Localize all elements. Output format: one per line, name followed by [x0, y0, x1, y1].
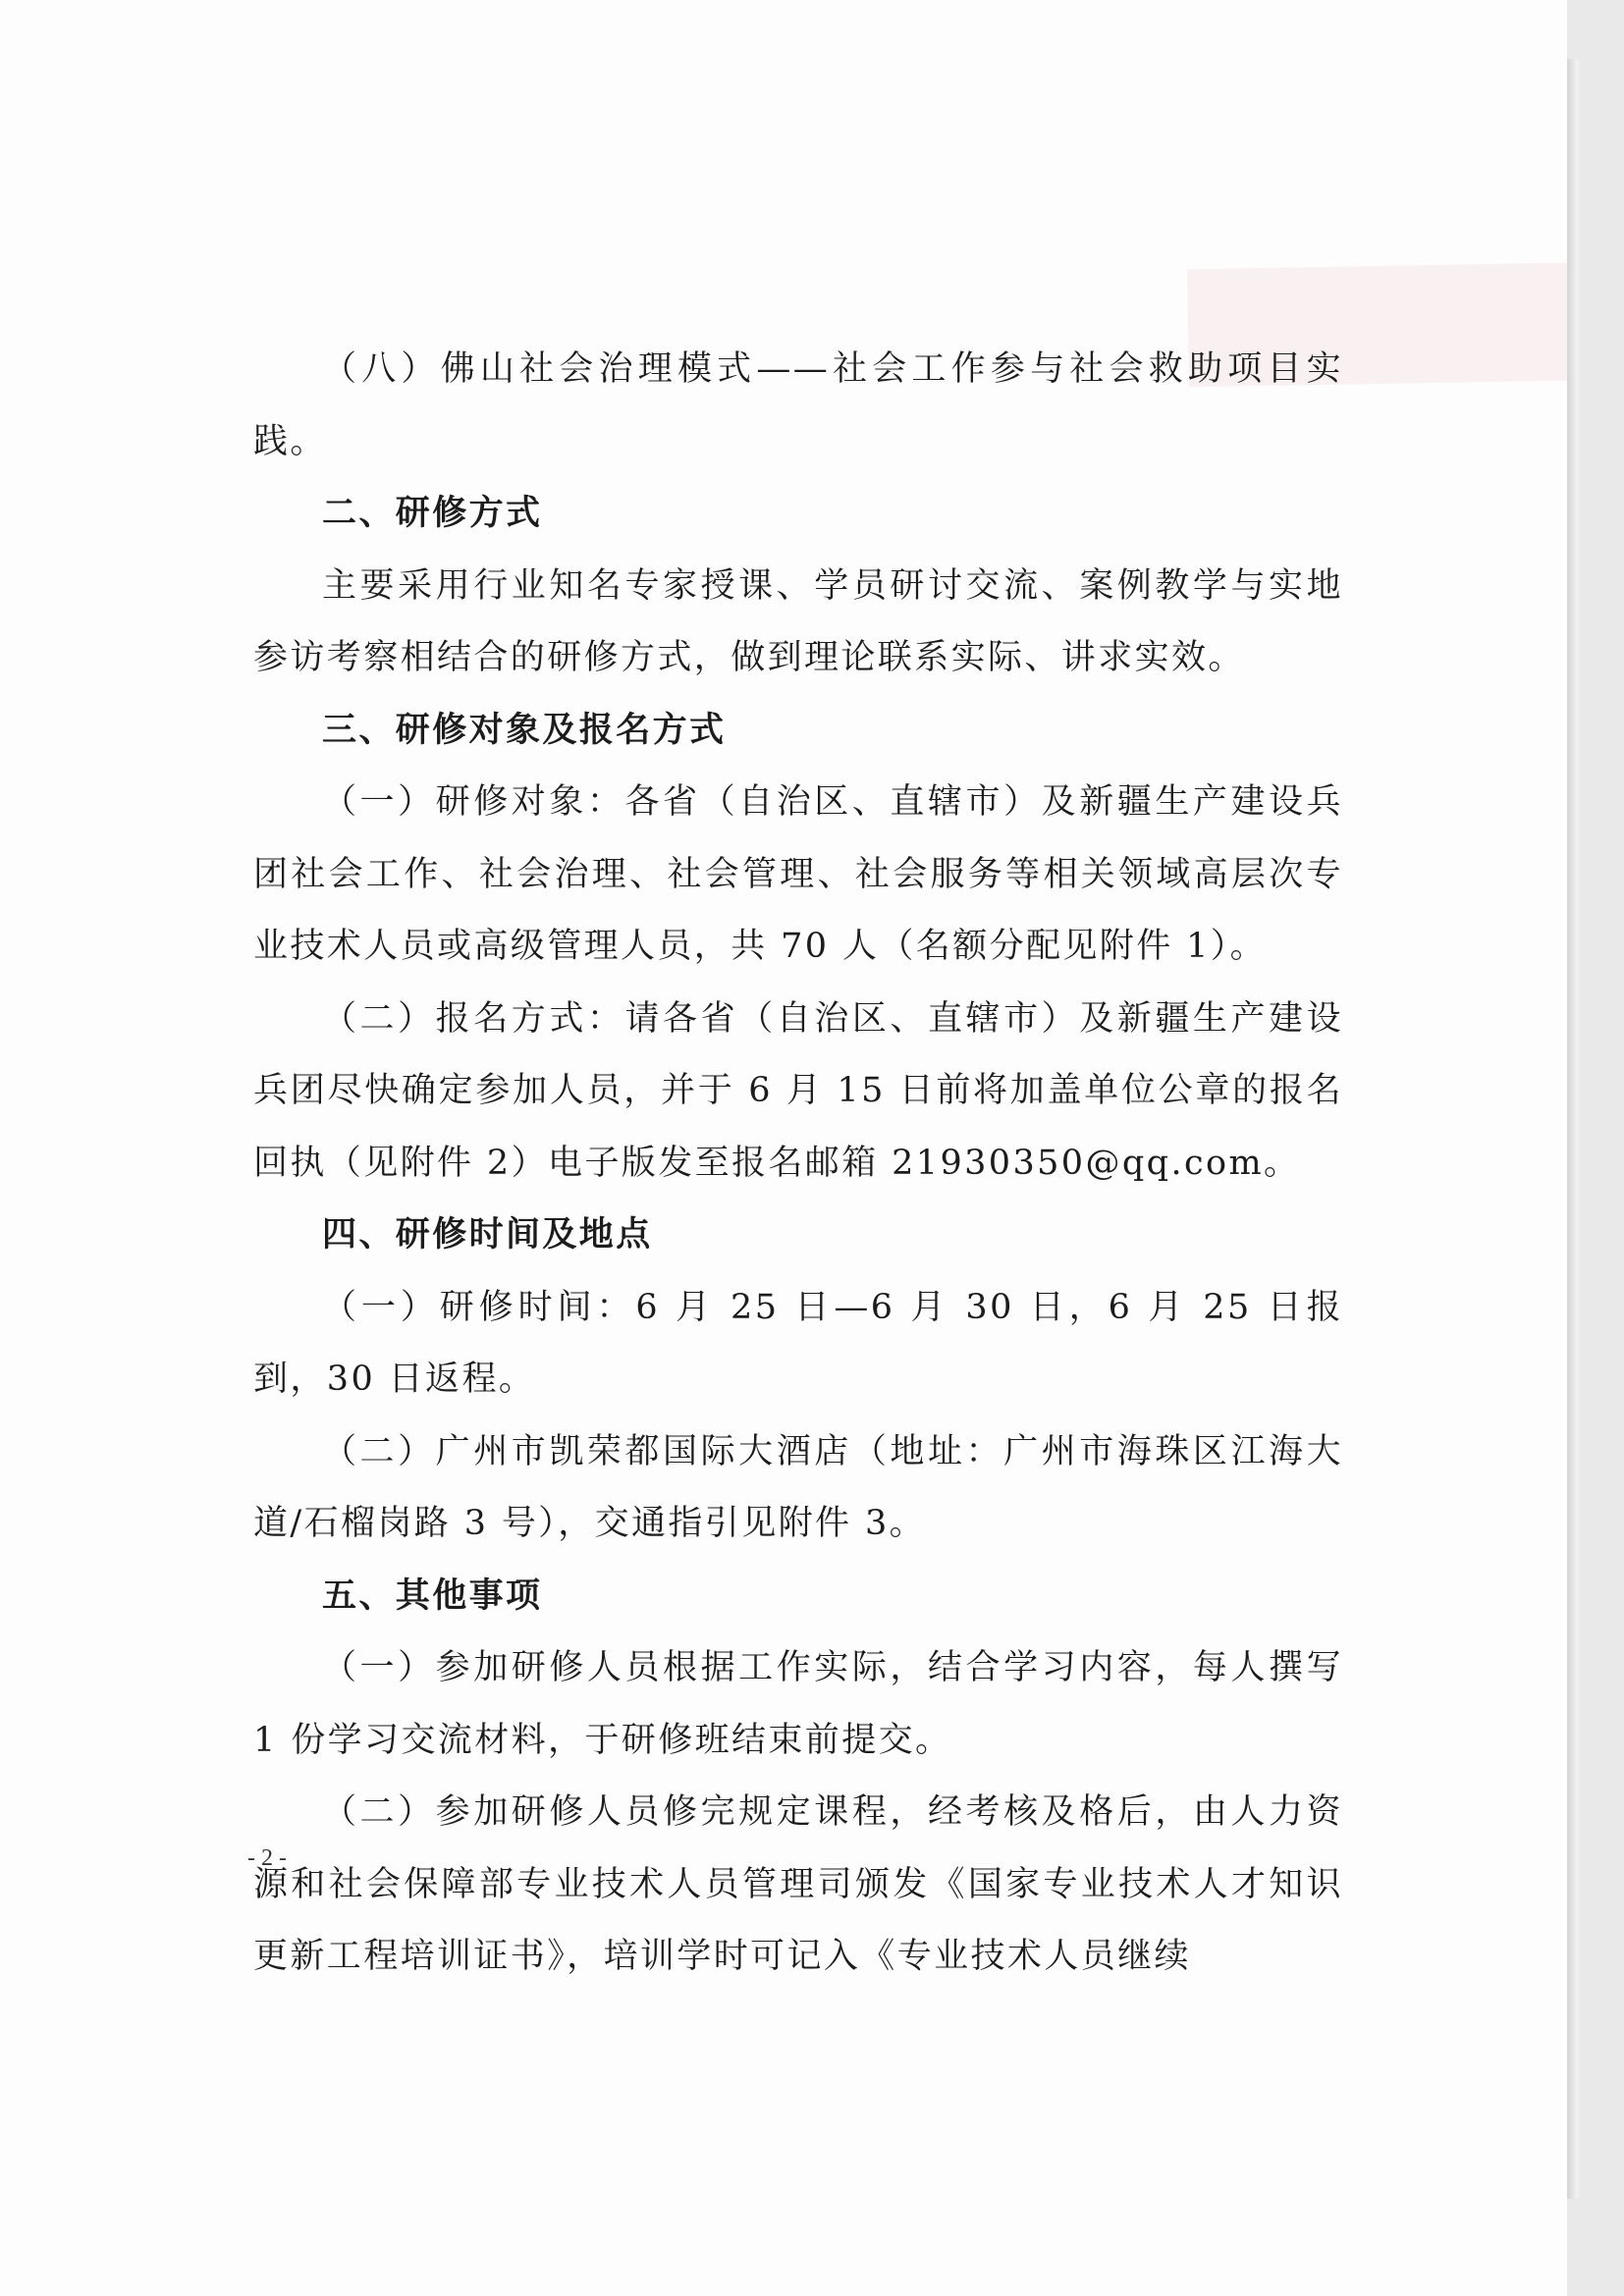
- section-heading: 五、其他事项: [322, 1575, 543, 1616]
- page-number: - 2 -: [247, 1845, 287, 1871]
- section-heading: 二、研修方式: [322, 494, 543, 533]
- paragraph: （八）佛山社会治理模式——社会工作参与社会救助项目实践。: [253, 349, 1343, 461]
- page-edge-shadow: [1567, 59, 1581, 2199]
- paragraph: （二）广州市凯荣都国际大酒店（地址：广州市海珠区江海大道/石榴岗路 3 号），交通指引见附件 3。: [253, 1431, 1343, 1543]
- paragraph: （一）参加研修人员根据工作实际，结合学习内容，每人撰写 1 份学习交流材料，于研修班结束前提交。: [253, 1648, 1343, 1760]
- paragraph: （一）研修对象：各省（自治区、直辖市）及新疆生产建设兵团社会工作、社会治理、社会管理、社会服务等相关领域高层次专业技术人员或高级管理人员，共 70 人（名额分配见附件 1）。: [253, 782, 1343, 966]
- paragraph: （二）报名方式：请各省（自治区、直辖市）及新疆生产建设兵团尽快确定参加人员，并于 6 月 15 日前将加盖单位公章的报名回执（见附件 2）电子版发至报名邮箱 21930350@qq.com。: [253, 998, 1343, 1183]
- paragraph: （二）参加研修人员修完规定课程，经考核及格后，由人力资源和社会保障部专业技术人员管理司颁发《国家专业技术人才知识更新工程培训证书》，培训学时可记入《专业技术人员继续: [253, 1792, 1343, 1976]
- paragraph: （一）研修时间：6 月 25 日—6 月 30 日，6 月 25 日报到，30 日返程。: [253, 1287, 1343, 1399]
- section-heading: 四、研修时间及地点: [322, 1215, 653, 1255]
- document-body: [253, 334, 1343, 1994]
- section-heading: 三、研修对象及报名方式: [322, 710, 727, 750]
- paragraph: 主要采用行业知名专家授课、学员研讨交流、案例教学与实地参访考察相结合的研修方式，做到理论联系实际、讲求实效。: [253, 565, 1343, 677]
